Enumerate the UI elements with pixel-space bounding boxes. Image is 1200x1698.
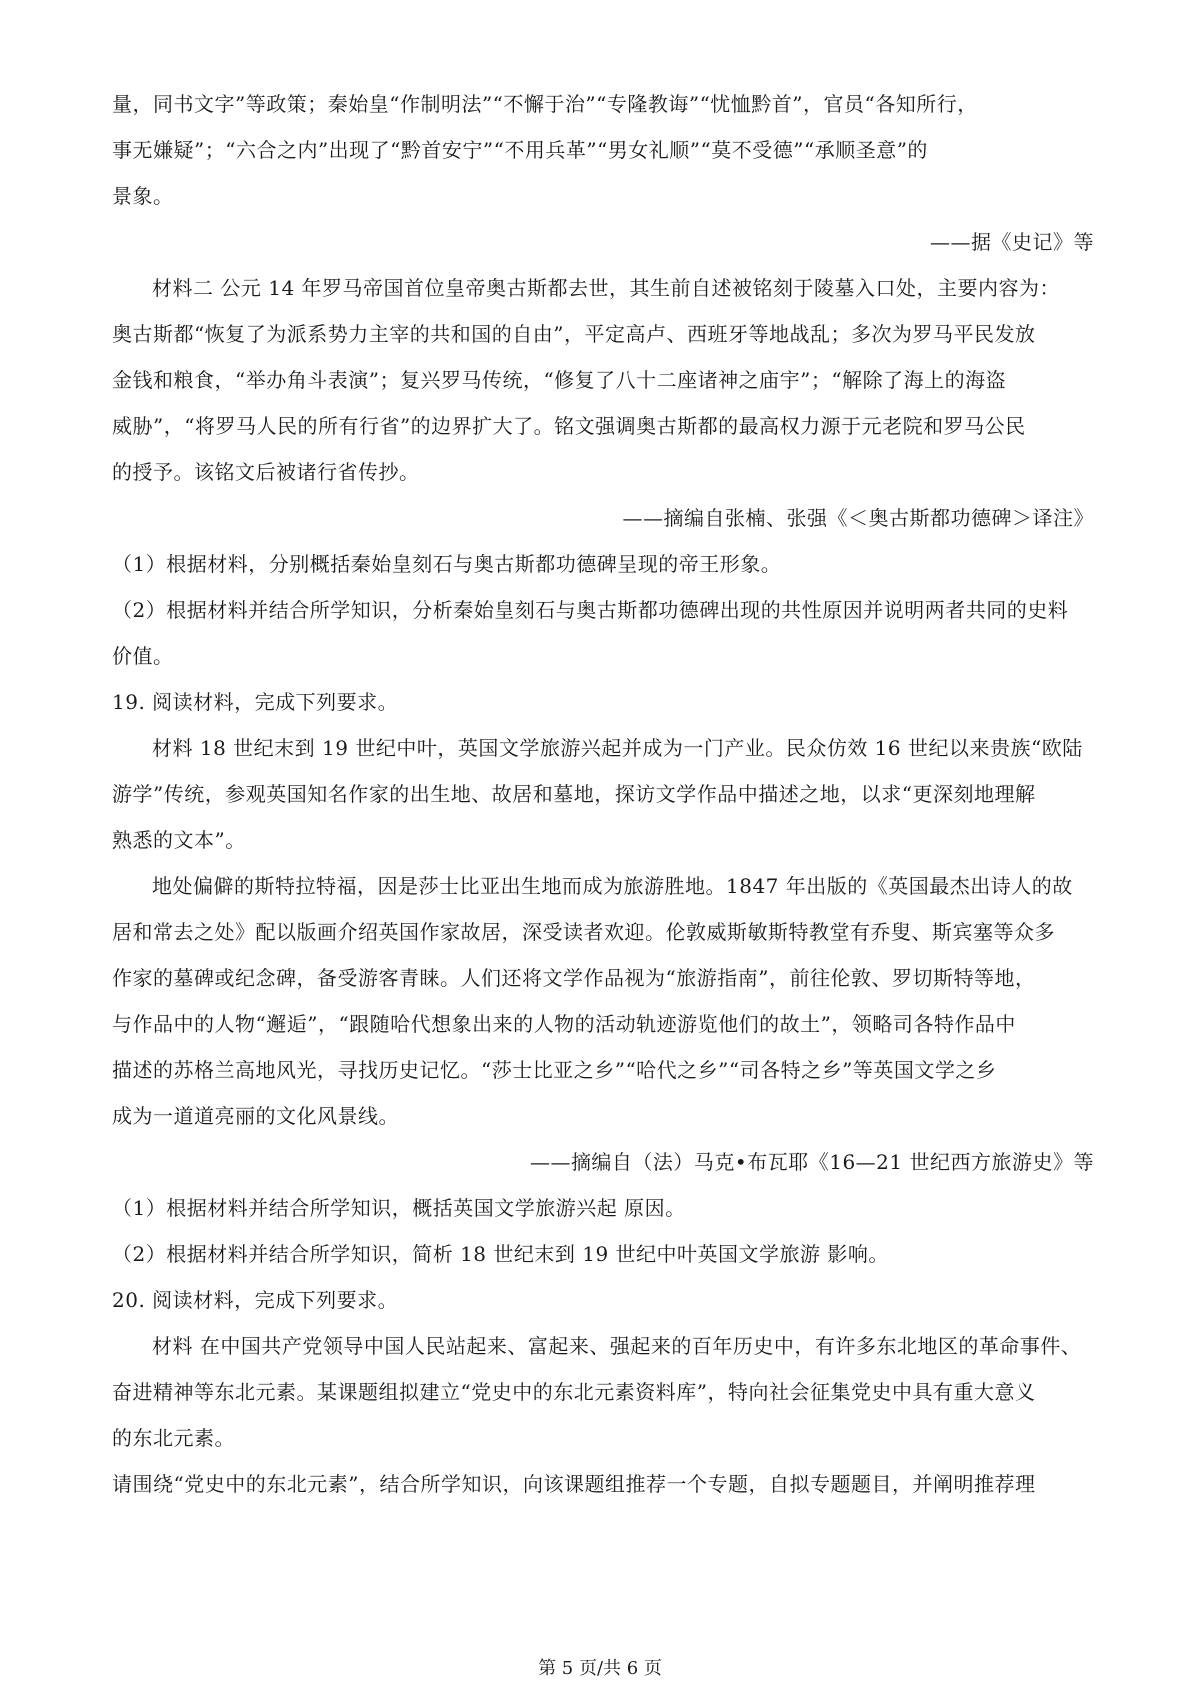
q19-question-2: （2）根据材料并结合所学知识，简析 18 世纪末到 19 世纪中叶英国文学旅游 影响。 bbox=[112, 1242, 889, 1266]
material2-line: 威胁”，“将罗马人民的所有行省”的边界扩大了。铭文强调奥古斯都的最高权力源于元老院和罗马公民 bbox=[112, 414, 1026, 438]
q19-source: ——摘编自（法）马克•布瓦耶《16—21 世纪西方旅游史》等 bbox=[529, 1150, 1094, 1174]
material1-line: 景象。 bbox=[112, 184, 174, 208]
q20-para-line: 材料 在中国共产党领导中国人民站起来、富起来、强起来的百年历史中，有许多东北地区的革命事件、 bbox=[152, 1334, 1082, 1358]
q20-para-line: 奋进精神等东北元素。某课题组拟建立“党史中的东北元素资料库”，特向社会征集党史中具有重大意义 bbox=[112, 1380, 1036, 1404]
material1-source: ——据《史记》等 bbox=[930, 230, 1094, 254]
q18-question-1: （1）根据材料，分别概括秦始皇刻石与奥古斯都功德碑呈现的帝王形象。 bbox=[112, 552, 782, 576]
q20-para-line: 的东北元素。 bbox=[112, 1426, 235, 1450]
material2-line: 材料二 公元 14 年罗马帝国首位皇帝奥古斯都去世，其生前自述被铭刻于陵墓入口处，主要内容为： bbox=[152, 276, 1061, 300]
q19-para1-line: 熟悉的文本”。 bbox=[112, 828, 246, 852]
material2-line: 奥古斯都“恢复了为派系势力主宰的共和国的自由”，平定高卢、西班牙等地战乱；多次为罗马平民发放 bbox=[112, 322, 1036, 346]
q19-para2-line: 成为一道道亮丽的文化风景线。 bbox=[112, 1104, 399, 1128]
q19-para2-line: 与作品中的人物“邂逅”，“跟随哈代想象出来的人物的活动轨迹游览他们的故土”，领略司各特作品中 bbox=[112, 1012, 1016, 1036]
q18-question-2: （2）根据材料并结合所学知识，分析秦始皇刻石与奥古斯都功德碑出现的共性原因并说明两者共同的史料 bbox=[112, 598, 1069, 622]
material2-line: 的授予。该铭文后被诸行省传抄。 bbox=[112, 460, 420, 484]
q19-title: 19. 阅读材料，完成下列要求。 bbox=[112, 690, 399, 714]
q19-question-1: （1）根据材料并结合所学知识，概括英国文学旅游兴起 原因。 bbox=[112, 1196, 686, 1220]
material1-line: 事无嫌疑”；“六合之内”出现了“黔首安宁”“不用兵革”“男女礼顺”“莫不受德”“承顺圣意”的 bbox=[112, 138, 928, 162]
q19-para2-line: 地处偏僻的斯特拉特福，因是莎士比亚出生地而成为旅游胜地。1847 年出版的《英国最杰出诗人的故 bbox=[152, 874, 1073, 898]
q19-para2-line: 居和常去之处》配以版画介绍英国作家故居，深受读者欢迎。伦敦威斯敏斯特教堂有乔叟、斯宾塞等众多 bbox=[112, 920, 1055, 944]
material2-line: 金钱和粮食，“举办角斗表演”；复兴罗马传统，“修复了八十二座诸神之庙宇”；“解除了海上的海盗 bbox=[112, 368, 1007, 392]
q19-para1-line: 材料 18 世纪末到 19 世纪中叶，英国文学旅游兴起并成为一门产业。民众仿效 16 世纪以来贵族“欧陆 bbox=[152, 736, 1083, 760]
page-number: 第 5 页/共 6 页 bbox=[538, 1658, 662, 1679]
material2-source: ——摘编自张楠、张强《＜奥古斯都功德碑＞译注》 bbox=[622, 506, 1094, 530]
q19-para1-line: 游学”传统，参观英国知名作家的出生地、故居和墓地，探访文学作品中描述之地，以求“更深刻地理解 bbox=[112, 782, 1036, 806]
q20-title: 20. 阅读材料，完成下列要求。 bbox=[112, 1288, 399, 1312]
q19-para2-line: 描述的苏格兰高地风光，寻找历史记忆。“莎士比亚之乡”“哈代之乡”“司各特之乡”等英国文学之乡 bbox=[112, 1058, 997, 1082]
material1-line: 量，同书文字”等政策；秦始皇“作制明法”“不懈于治”“专隆教诲”“忧恤黔首”，官员“各知所行， bbox=[112, 92, 978, 116]
q20-prompt: 请围绕“党史中的东北元素”，结合所学知识，向该课题组推荐一个专题，自拟专题题目，并阐明推荐理 bbox=[112, 1472, 1036, 1496]
q18-question-2-cont: 价值。 bbox=[112, 644, 174, 668]
q19-para2-line: 作家的墓碑或纪念碑，备受游客青睐。人们还将文学作品视为“旅游指南”，前往伦敦、罗切斯特等地， bbox=[112, 966, 1036, 990]
